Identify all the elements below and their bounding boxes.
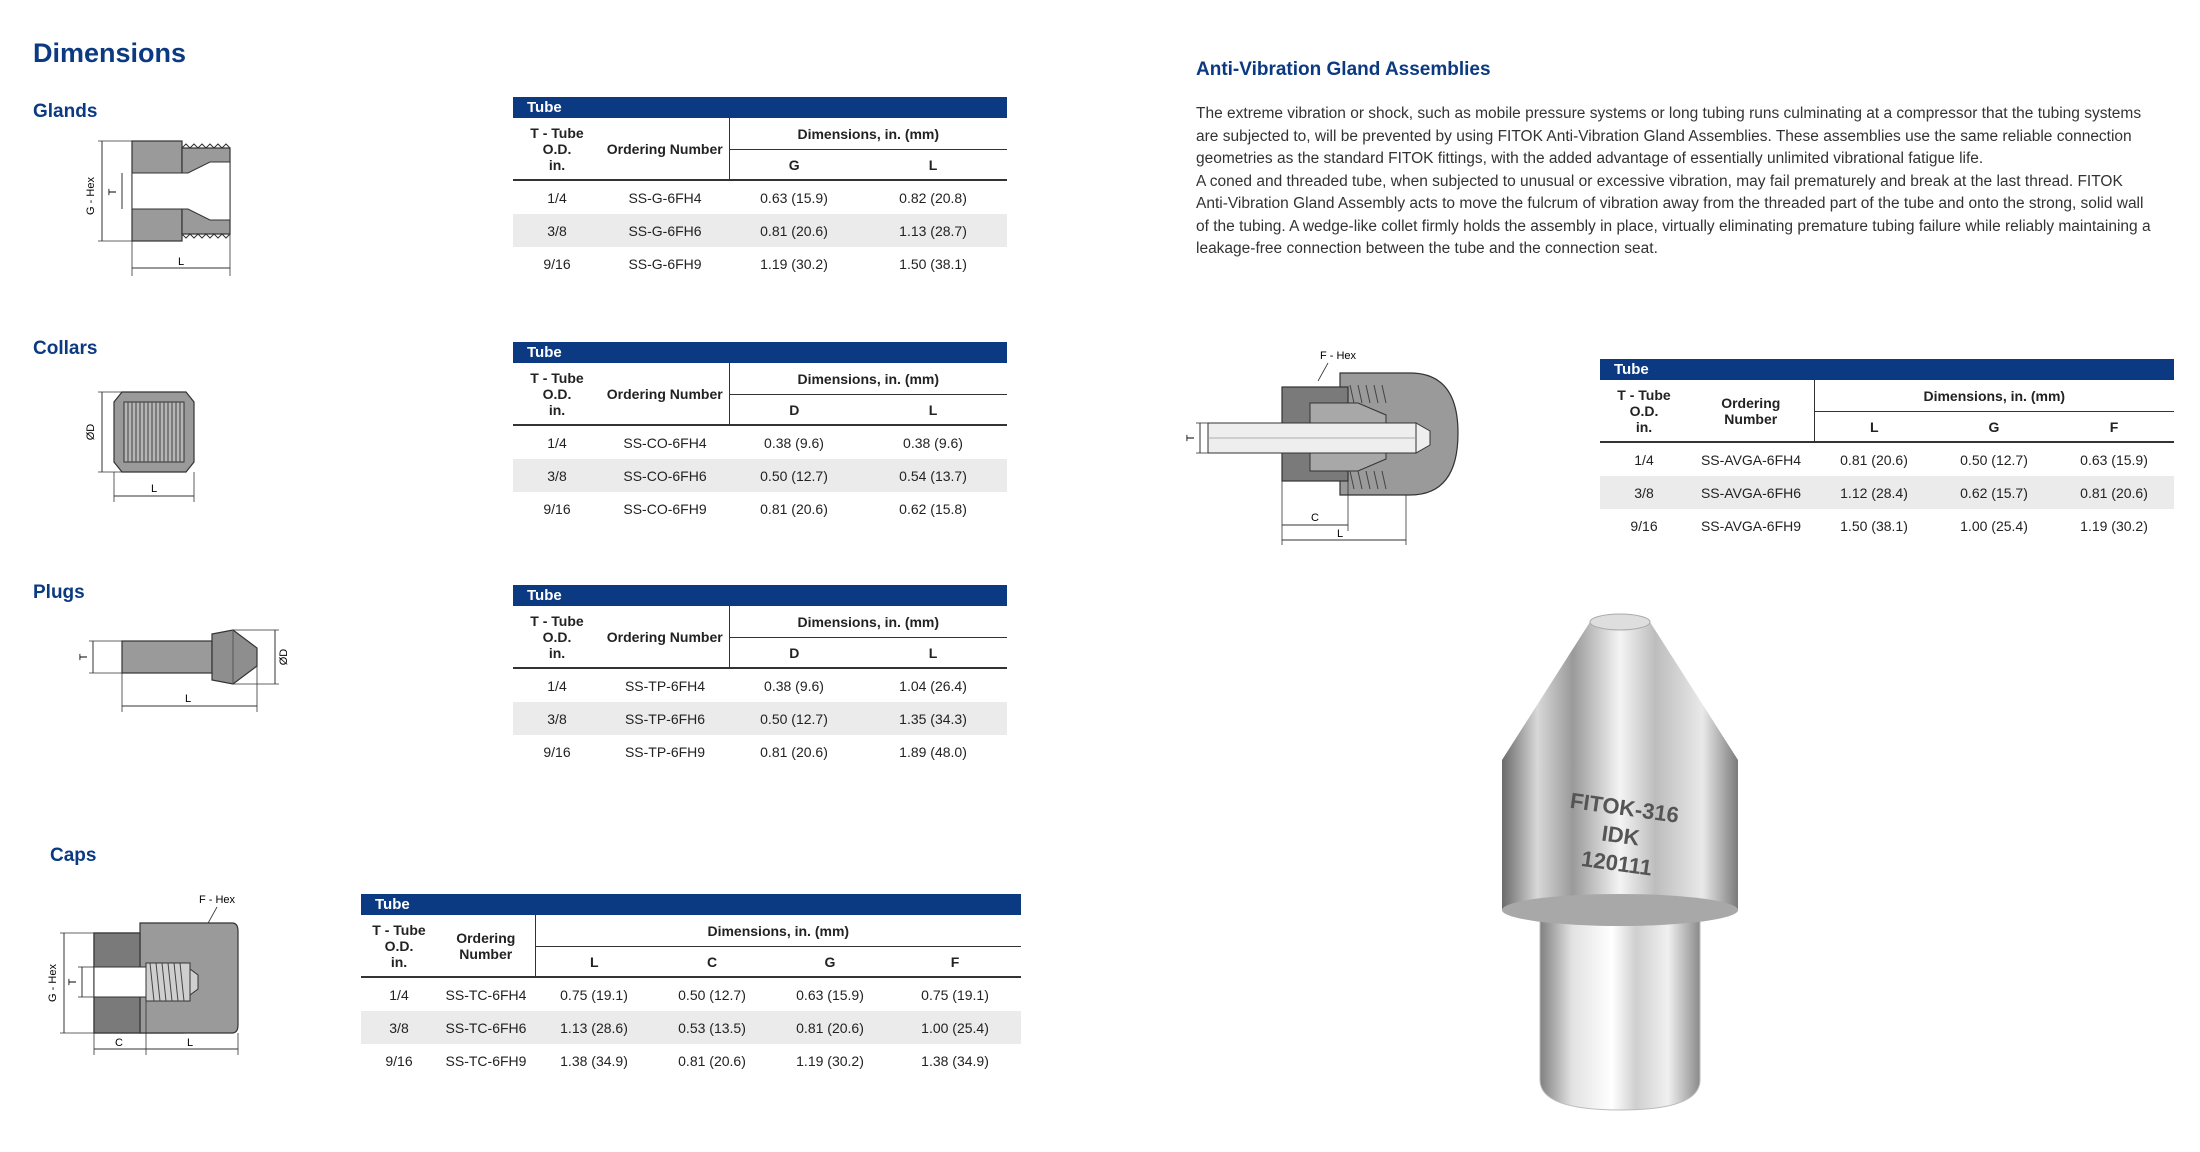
glands-diagram: [70, 126, 250, 276]
caps-c-label: C: [115, 1037, 123, 1049]
col-ordering-number: Ordering Number: [601, 363, 729, 425]
col-l: L: [535, 947, 653, 978]
col-d: D: [729, 638, 859, 669]
caps-diagram: [42, 885, 272, 1055]
table-row: 3/8 SS-TP-6FH6 0.50 (12.7) 1.35 (34.3): [513, 702, 1007, 735]
paragraph-1: The extreme vibration or shock, such as mobile pressure systems or long tubing runs culminating at a compressor that the tubing systems are subjected to, will be prevented by using FITOK Anti-Vibration Gland Assemblies. These assemblies use the same reliable connection geometries as the standard FITOK fittings, with the added advantage of essentially unlimited vibrational fatigue life.: [1196, 105, 2142, 167]
avga-t-label: T: [1185, 434, 1197, 442]
col-dimensions: Dimensions, in. (mm): [729, 118, 1007, 150]
collars-title: Collars: [33, 338, 98, 359]
engraving-line-3: 120111: [1579, 845, 1654, 881]
table-row: 9/16 SS-AVGA-6FH9 1.50 (38.1) 1.00 (25.4) 1.19 (30.2): [1630, 517, 2148, 534]
product-photo: [1480, 610, 1780, 1120]
plugs-title: Plugs: [33, 582, 85, 603]
collars-table: [513, 342, 1007, 525]
plugs-l-label: L: [184, 693, 192, 705]
collars-d-label: ØD: [85, 423, 97, 441]
table-row: 1/4 SS-TP-6FH4 0.38 (9.6) 1.04 (26.4): [547, 677, 967, 694]
caps-g-label: G - Hex: [47, 964, 59, 1002]
glands-t-label: T: [107, 188, 119, 196]
tube-header: Tube: [361, 894, 1021, 915]
table-row: 3/8 SS-AVGA-6FH6 1.12 (28.4) 0.62 (15.7) 0.81 (20.6): [1600, 476, 2174, 509]
col-c: C: [653, 947, 771, 978]
col-l: L: [859, 638, 1007, 669]
tube-header: Tube: [513, 97, 1007, 118]
col-ordering-number: Ordering Number: [437, 915, 535, 977]
col-tube-od: T - Tube O.D. in.: [361, 915, 437, 977]
col-dimensions: Dimensions, in. (mm): [729, 606, 1007, 638]
col-f: F: [889, 947, 1021, 978]
col-ordering-number: Ordering Number: [601, 606, 729, 668]
avga-l-label: L: [1336, 528, 1344, 540]
col-l: L: [859, 395, 1007, 426]
table-row: 1/4 SS-G-6FH4 0.63 (15.9) 0.82 (20.8): [547, 189, 967, 206]
glands-title: Glands: [33, 101, 98, 122]
anti-vibration-title: Anti-Vibration Gland Assemblies: [1196, 59, 1491, 80]
col-l: L: [859, 150, 1007, 181]
col-tube-od: T - Tube O.D. in.: [1600, 380, 1688, 442]
glands-table: [513, 97, 1007, 280]
table-row: 3/8 SS-G-6FH6 0.81 (20.6) 1.13 (28.7): [513, 214, 1007, 247]
table-row: 1/4 SS-TC-6FH4 0.75 (19.1) 0.50 (12.7) 0.63 (15.9) 0.75 (19.1): [389, 986, 989, 1003]
table-row: 9/16 SS-TP-6FH9 0.81 (20.6) 1.89 (48.0): [543, 743, 967, 760]
col-d: D: [729, 395, 859, 426]
col-g: G: [771, 947, 889, 978]
caps-title: Caps: [50, 845, 97, 866]
engraving-line-1: FITOK-316: [1568, 787, 1681, 828]
col-ordering-number: Ordering Number: [601, 118, 729, 180]
col-tube-od: T - Tube O.D. in.: [513, 118, 601, 180]
table-row: 9/16 SS-TC-6FH9 1.38 (34.9) 0.81 (20.6) 1.19 (30.2) 1.38 (34.9): [385, 1052, 989, 1069]
glands-l-label: L: [177, 256, 185, 268]
caps-table: [361, 894, 1021, 1077]
col-g: G: [1934, 412, 2054, 443]
engraving-line-2: IDK: [1600, 820, 1642, 851]
tube-header: Tube: [1600, 359, 2174, 380]
caps-t-label: T: [67, 978, 79, 986]
collars-diagram: [70, 380, 210, 505]
plugs-t-label: T: [78, 653, 90, 661]
caps-l-label: L: [186, 1037, 194, 1049]
table-row: 1/4 SS-AVGA-6FH4 0.81 (20.6) 0.50 (12.7) 0.63 (15.9): [1634, 451, 2148, 468]
col-tube-od: T - Tube O.D. in.: [513, 363, 601, 425]
table-row: 9/16 SS-G-6FH9 1.19 (30.2) 1.50 (38.1): [543, 255, 967, 272]
plugs-d-label: ØD: [278, 648, 290, 666]
col-ordering-number: Ordering Number: [1688, 380, 1814, 442]
table-row: 9/16 SS-CO-6FH9 0.81 (20.6) 0.62 (15.8): [543, 500, 967, 517]
anti-vibration-diagram: [1185, 345, 1460, 545]
col-l: L: [1814, 412, 1934, 443]
tube-header: Tube: [513, 585, 1007, 606]
col-dimensions: Dimensions, in. (mm): [1814, 380, 2174, 412]
avga-f-label: F - Hex: [1319, 350, 1357, 362]
col-dimensions: Dimensions, in. (mm): [729, 363, 1007, 395]
table-row: 1/4 SS-CO-6FH4 0.38 (9.6) 0.38 (9.6): [547, 434, 963, 451]
page-title: Dimensions: [33, 38, 187, 68]
paragraph-2: A coned and threaded tube, when subjected to unusual or excessive vibration, may fail prematurely and break at the last thread. FITOK Anti-Vibration Gland Assembly acts to move the fulcrum of vibration away from the threaded part of the tube and onto the strong, solid wall of the tubing. A wedge-like collet firmly holds the assembly in place, virtually eliminating premature tubing failure while reliably maintaining a leakage-free connection between the tube and the connection seat.: [1196, 172, 2151, 257]
glands-g-label: G - Hex: [85, 177, 97, 215]
plugs-diagram: [75, 620, 295, 720]
col-tube-od: T - Tube O.D. in.: [513, 606, 601, 668]
tube-header: Tube: [513, 342, 1007, 363]
anti-vibration-table: [1600, 359, 2174, 542]
table-row: 3/8 SS-CO-6FH6 0.50 (12.7) 0.54 (13.7): [513, 459, 1007, 492]
anti-vibration-description: [1196, 103, 2156, 261]
col-g: G: [729, 150, 859, 181]
plugs-table: [513, 585, 1007, 768]
table-row: 3/8 SS-TC-6FH6 1.13 (28.6) 0.53 (13.5) 0.81 (20.6) 1.00 (25.4): [361, 1011, 1021, 1044]
col-dimensions: Dimensions, in. (mm): [535, 915, 1021, 947]
avga-c-label: C: [1311, 512, 1319, 524]
collars-l-label: L: [150, 483, 158, 495]
col-f: F: [2054, 412, 2174, 443]
caps-f-label: F - Hex: [198, 894, 236, 906]
